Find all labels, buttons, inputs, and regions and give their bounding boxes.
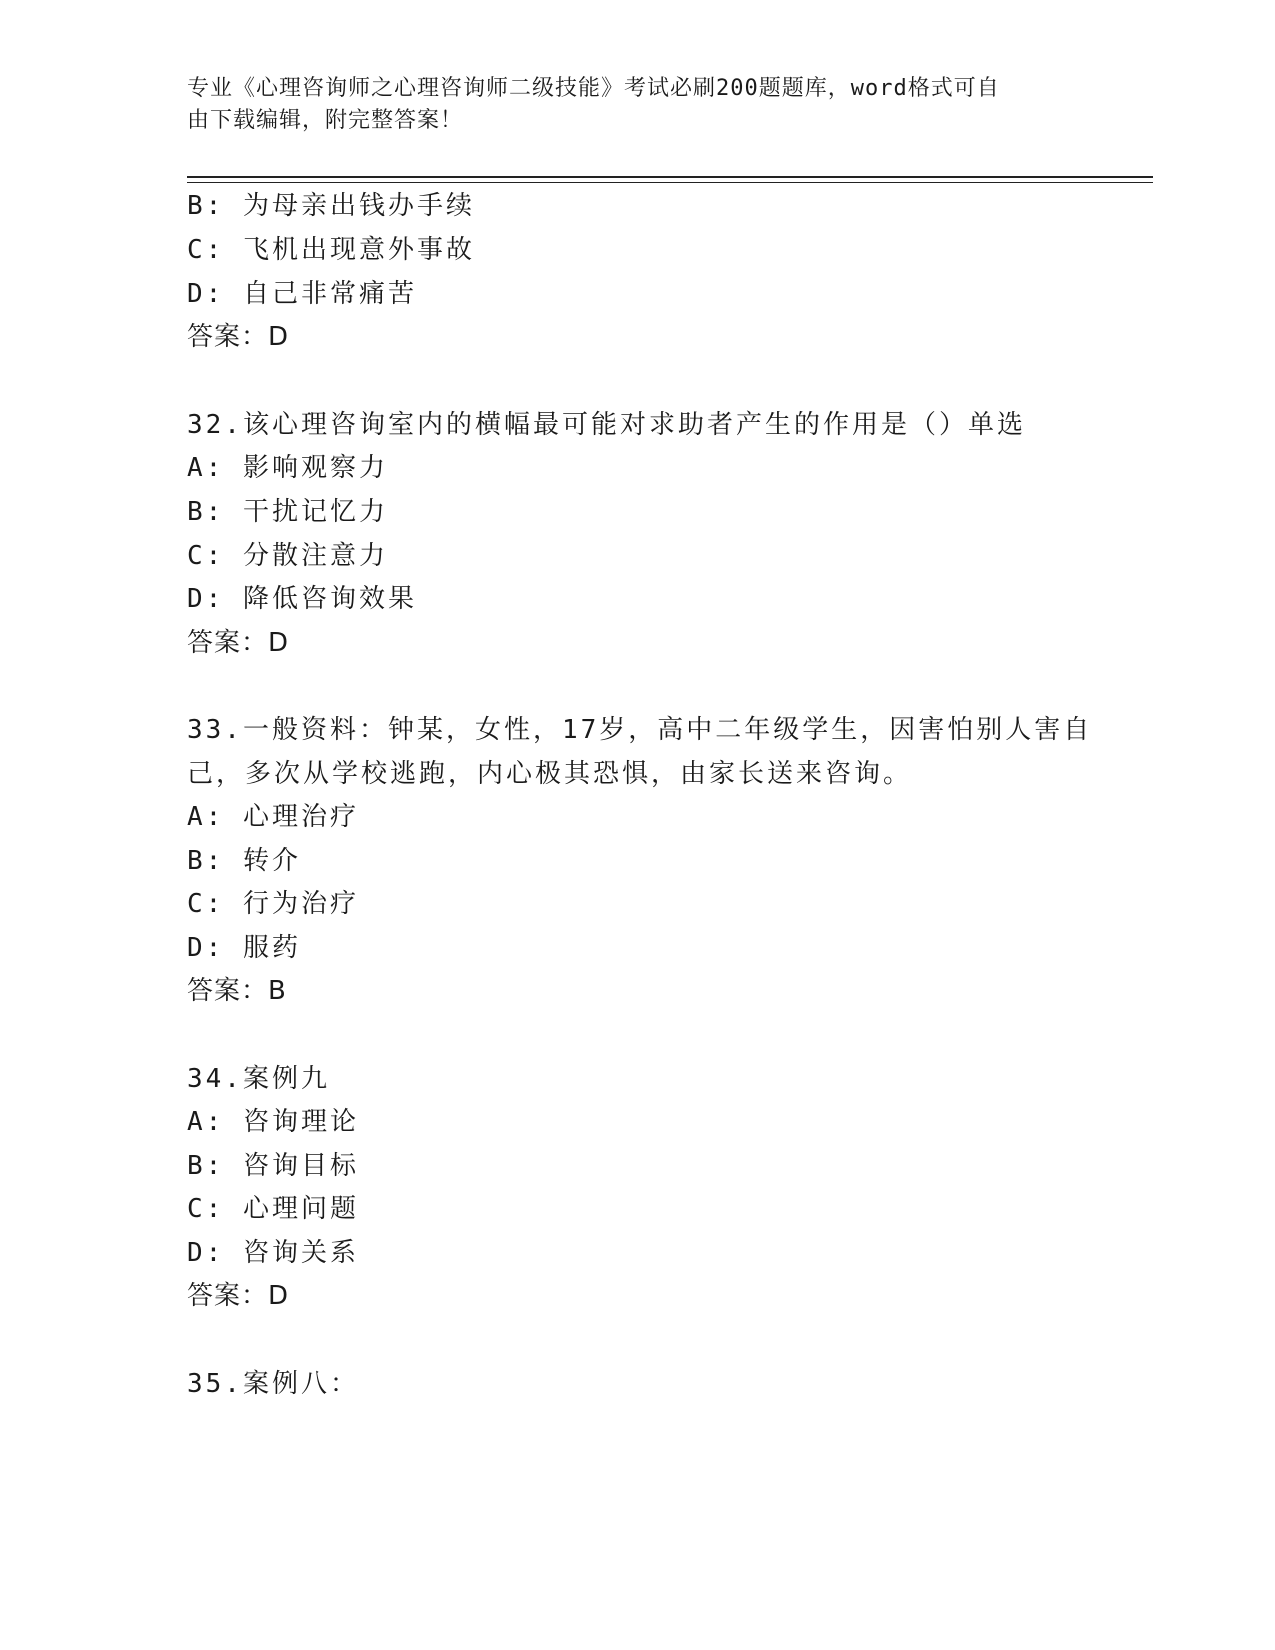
header-line-1: 专业《心理咨询师之心理咨询师二级技能》考试必刷200题题库，word格式可自 [187,76,1000,101]
q35-stem: 35.案例八： [187,1369,359,1399]
q34-option-c: C: 心理问题 [187,1194,359,1224]
q33-option-b: B: 转介 [187,846,301,876]
q31-option-b: B: 为母亲出钱办手续 [187,191,475,221]
q34-option-b: B: 咨询目标 [187,1151,359,1181]
q32-option-a: A: 影响观察力 [187,453,388,483]
header-divider-thick [187,176,1153,178]
header-line-2: 由下载编辑，附完整答案！ [187,108,464,133]
q33-option-d: D: 服药 [187,933,301,963]
q32-stem: 32.该心理咨询室内的横幅最可能对求助者产生的作用是（）单选 [187,410,1026,440]
q33-option-c: C: 行为治疗 [187,889,359,919]
document-header [187,73,1077,137]
q34-option-a: A: 咨询理论 [187,1107,359,1137]
q33-stem-line-2: 己，多次从学校逃跑，内心极其恐惧，由家长送来咨询。 [187,759,913,789]
q34-answer: 答案：D [187,1281,290,1311]
q34-option-d: D: 咨询关系 [187,1238,359,1268]
q33-stem-line-1: 33.一般资料：钟某，女性，17岁，高中二年级学生，因害怕别人害自 [187,715,1093,745]
q31-option-c: C: 飞机出现意外事故 [187,235,475,265]
q32-option-b: B: 干扰记忆力 [187,497,388,527]
q31-option-d: D: 自己非常痛苦 [187,279,417,309]
q31-answer: 答案：D [187,322,290,352]
q32-answer: 答案：D [187,628,290,658]
q33-option-a: A: 心理治疗 [187,802,359,832]
q34-stem: 34.案例九 [187,1064,330,1094]
header-divider-thin [187,182,1153,183]
q32-option-d: D: 降低咨询效果 [187,584,417,614]
q33-answer: 答案：B [187,976,287,1006]
q32-option-c: C: 分散注意力 [187,541,388,571]
